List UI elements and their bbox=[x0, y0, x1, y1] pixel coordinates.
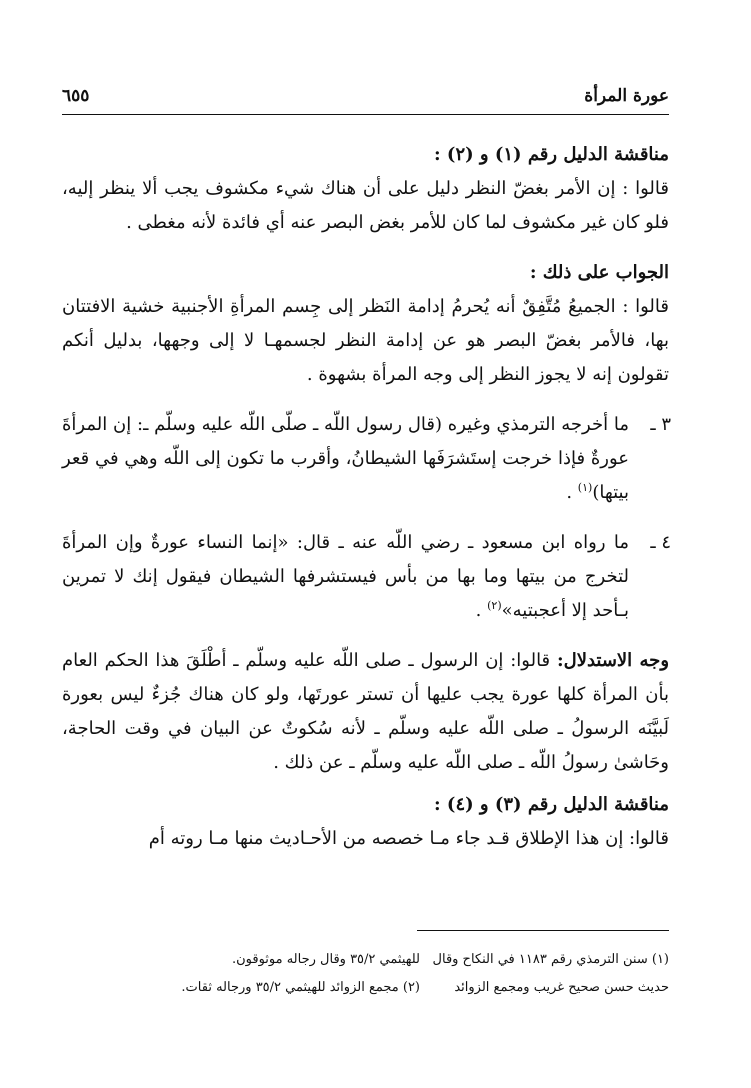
list-item-3 bbox=[62, 408, 669, 510]
section2-heading: الجواب على ذلك : bbox=[529, 262, 669, 283]
inference-paragraph bbox=[62, 644, 669, 780]
item3-number: ٣ ـ bbox=[650, 414, 671, 435]
main-text bbox=[62, 138, 669, 856]
footnote-1-line-2: حديث حسن صحيح غريب ومجمع الزوائد bbox=[454, 980, 669, 995]
item4-paragraph bbox=[62, 526, 629, 628]
running-header bbox=[62, 84, 669, 115]
item4-end: . bbox=[475, 600, 488, 621]
header-title: عورة المرأة bbox=[584, 86, 669, 106]
section1-heading: مناقشة الدليل رقم (١) و (٢) : bbox=[434, 144, 669, 165]
item3-paragraph bbox=[62, 408, 629, 510]
section3-heading: مناقشة الدليل رقم (٣) و (٤) : bbox=[434, 794, 669, 815]
page-number: ٦٥٥ bbox=[62, 86, 90, 106]
item3-text: ما أخرجه الترمذي وغيره (قال رسول اللّه ـ صلّى اللّه عليه وسلّم ـ: إن المرأةَ عورةٌ فإذا خرجت إستَشرَفَها الشيطانُ، وأقرب ما تكون إلى اللّه وهي في قعر بيتها) bbox=[62, 414, 629, 503]
list-item-4 bbox=[62, 526, 669, 628]
footnote-column-left bbox=[100, 946, 420, 1002]
section2-text: قالوا : الجميعُ مُتَّفِقٌ أنه يُحرمُ إدامة النَظر إلى جِسم المرأةِ الأجنبية خشية الافتتان بها، فالأمر بغضّ البصر هو عن إدامة النظر لجسمهـا لا إلى وجهها، بدليل أنكم تقولون إنه لا يجوز النظر إلى وجه المرأة بشهوة . bbox=[62, 296, 669, 385]
footnote-2: (٢) مجمع الزوائد للهيثمي ٣٥/٢ ورجاله ثقات. bbox=[181, 980, 420, 995]
footnote-ref-2[interactable]: (٢) bbox=[487, 599, 502, 612]
item4-number: ٤ ـ bbox=[650, 532, 671, 553]
footnote-1-continuation: للهيثمي ٣٥/٢ وقال رجاله موثوقون. bbox=[231, 952, 420, 967]
footnote-divider bbox=[417, 930, 669, 931]
inference-text: قالوا: إن الرسول ـ صلى اللّه عليه وسلّم ـ أطْلَقَ هذا الحكم العام بأن المرأة كلها عورة يجب عليها أن تستر عورتَها، ولو كان هناك جُزءٌ ليس بعورة لَبيَّنَه الرسولُ ـ صلى اللّه عليه وسلّم ـ لأنه سُكوتٌ عن البيان في وقت الحاجة، وحَاشىٰ رسولُ اللّه ـ صلى اللّه عليه وسلّم ـ عن ذلك . bbox=[62, 650, 669, 773]
inference-label: وجه الاستدلال: bbox=[556, 650, 670, 671]
section3-text: قالوا: إن هذا الإطلاق قـد جاء مـا خصصه من الأحـاديث منها مـا روته أم bbox=[148, 828, 669, 849]
item4-text: ما رواه ابن مسعود ـ رضي اللّه عنه ـ قال: «إنما النساء عورةٌ وإن المرأةَ لتخرج من بيتها وما بها من بأس فيستشرفها الشيطان فيقول إنك لا تمرين بـأحد إلا أعجبتيه» bbox=[62, 532, 629, 621]
footnote-ref-1[interactable]: (١) bbox=[577, 481, 593, 494]
item3-end: . bbox=[566, 482, 578, 503]
section1-text: قالوا : إن الأمر بغضّ النظر دليل على أن هناك شيء مكشوف يجب ألا ينظر إليه، فلو كان غير مكشوف لما كان للأمر بغض البصر عنه أي فائدة لأنه مغطى . bbox=[62, 178, 669, 233]
footnote-1-line-1: (١) سنن الترمذي رقم ١١٨٣ في النكاح وقال bbox=[432, 952, 669, 967]
